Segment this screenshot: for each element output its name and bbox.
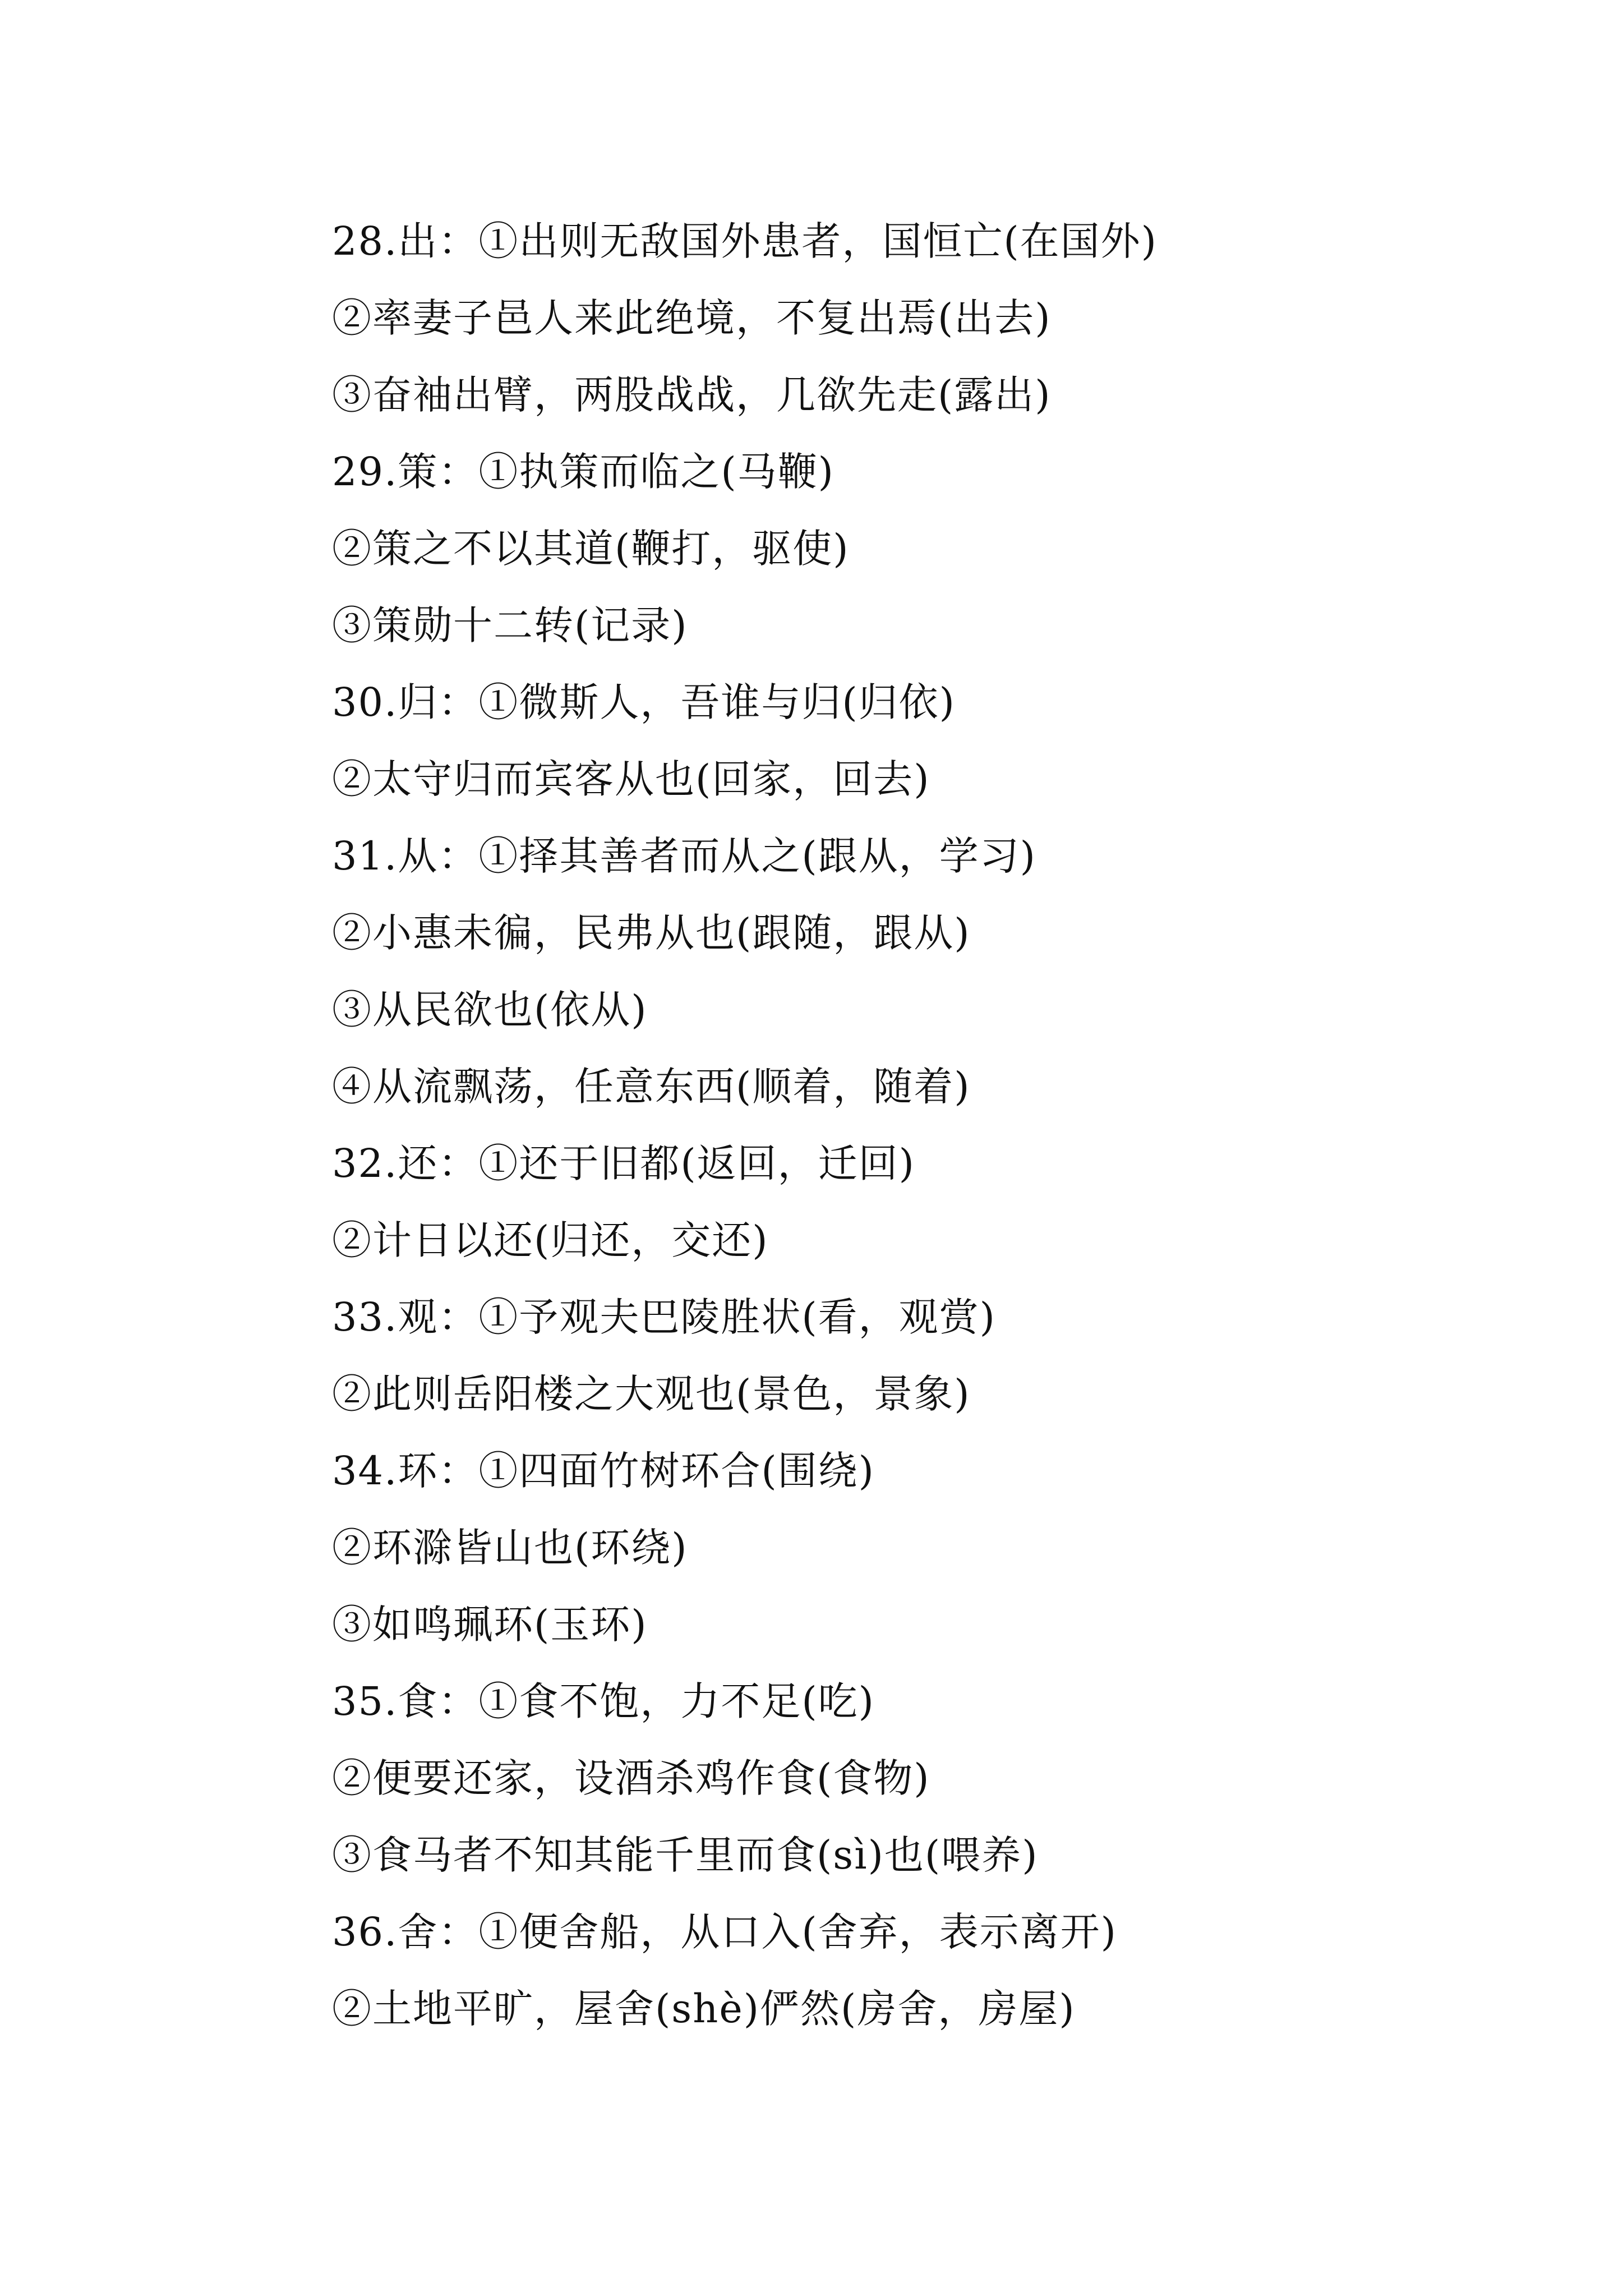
entry-line: ②便要还家，设酒杀鸡作食(食物) [332, 1755, 930, 1801]
entry-line: 32.还：①还于旧都(返回，迁回) [332, 1140, 915, 1186]
entry-line: ④从流飘荡，任意东西(顺着，随着) [332, 1064, 971, 1110]
entry-line: ③奋袖出臂，两股战战，几欲先走(露出) [332, 372, 1052, 418]
entry-line: ②计日以还(归还，交还) [332, 1217, 769, 1263]
entry-line: ②环滁皆山也(环绕) [332, 1525, 688, 1571]
entry-line: 31.从：①择其善者而从之(跟从，学习) [332, 833, 1036, 879]
entry-line: ②此则岳阳楼之大观也(景色，景象) [332, 1371, 971, 1417]
entry-line: ②策之不以其道(鞭打，驱使) [332, 526, 850, 572]
entry-line: ③如鸣珮环(玉环) [332, 1602, 648, 1648]
entry-line: ③食马者不知其能千里而食(sì)也(喂养) [332, 1832, 1039, 1878]
vocabulary-list [332, 203, 1566, 2047]
entry-line: 36.舍：①便舍船，从口入(舍弃，表示离开) [332, 1909, 1117, 1955]
entry-line: ③从民欲也(依从) [332, 987, 648, 1033]
entry-line: 29.策：①执策而临之(马鞭) [332, 449, 834, 495]
entry-line: ②太守归而宾客从也(回家，回去) [332, 756, 930, 802]
entry-line: 28.出：①出则无敌国外患者，国恒亡(在国外) [332, 218, 1158, 264]
entry-line: 34.环：①四面竹树环合(围绕) [332, 1448, 875, 1494]
entry-line: ②率妻子邑人来此绝境，不复出焉(出去) [332, 295, 1052, 341]
entry-line: ②小惠未徧，民弗从也(跟随，跟从) [332, 910, 971, 956]
entry-line: 33.观：①予观夫巴陵胜状(看，观赏) [332, 1294, 996, 1340]
entry-line: ③策勋十二转(记录) [332, 602, 688, 648]
entry-line: 30.归：①微斯人，吾谁与归(归依) [332, 679, 956, 725]
entry-line: 35.食：①食不饱，力不足(吃) [332, 1678, 875, 1724]
entry-line: ②土地平旷，屋舍(shè)俨然(房舍，房屋) [332, 1986, 1076, 2032]
